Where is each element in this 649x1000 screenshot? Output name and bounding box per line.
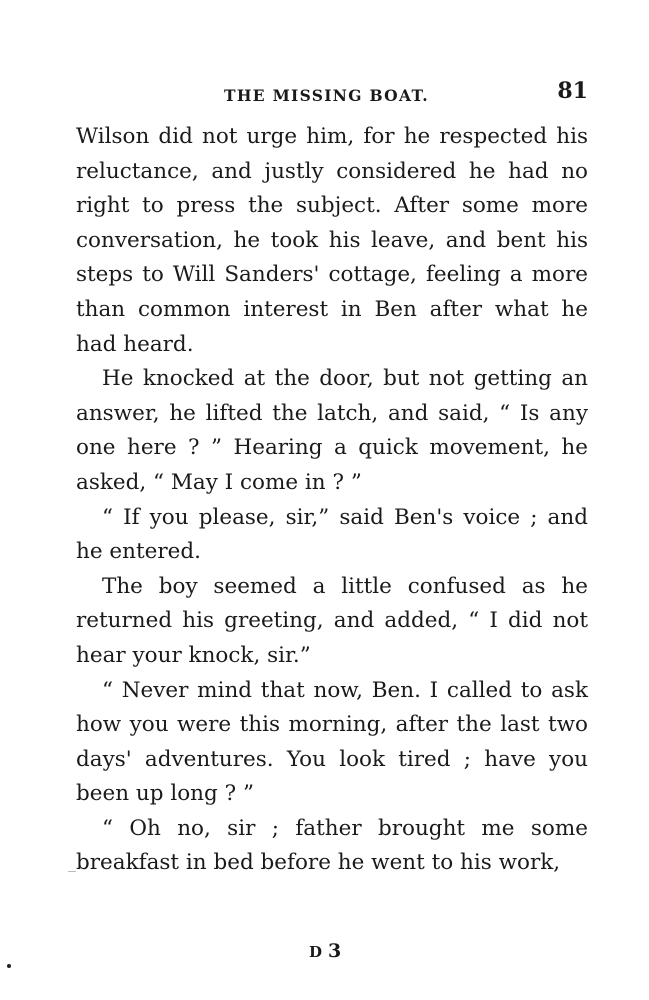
signature-number: 3 [328,940,344,962]
paragraph-1: Wilson did not urge him, for he respected his reluctance, and justly considered he had no right to press the subject. After some more conversation, he took his leave, and bent his steps to Will Sanders' cottage, feeling a more than common interest in Ben after what he had heard. [76,124,588,357]
running-title: THE MISSING BOAT. [224,86,429,105]
ink-mark [68,871,76,872]
signature-letter: D [309,943,325,961]
paragraph-3: “ If you please, sir,” said Ben's voice ; and he entered. [76,504,588,565]
book-page [76,72,588,881]
page-header [76,72,588,120]
paragraph-2: He knocked at the door, but not getting an answer, he lifted the latch, and said, “ Is any one here ? ” Hearing a quick movement, he asked, “ May I come in ? ” [76,366,588,495]
paragraph-5: “ Never mind that now, Ben. I called to ask how you were this morning, after the last two days' adventures. You look tired ; have you been up long ? ” [76,677,588,807]
body-text [76,120,588,881]
page-number: 81 [557,78,588,104]
paragraph-4: The boy seemed a little confused as he returned his greeting, and added, “ I did not hear your knock, sir.” [76,573,588,668]
ink-speck [7,964,11,968]
signature-mark [309,940,343,962]
paragraph-6: “ Oh no, sir ; father brought me some breakfast in bed before he went to his work, [76,815,588,876]
